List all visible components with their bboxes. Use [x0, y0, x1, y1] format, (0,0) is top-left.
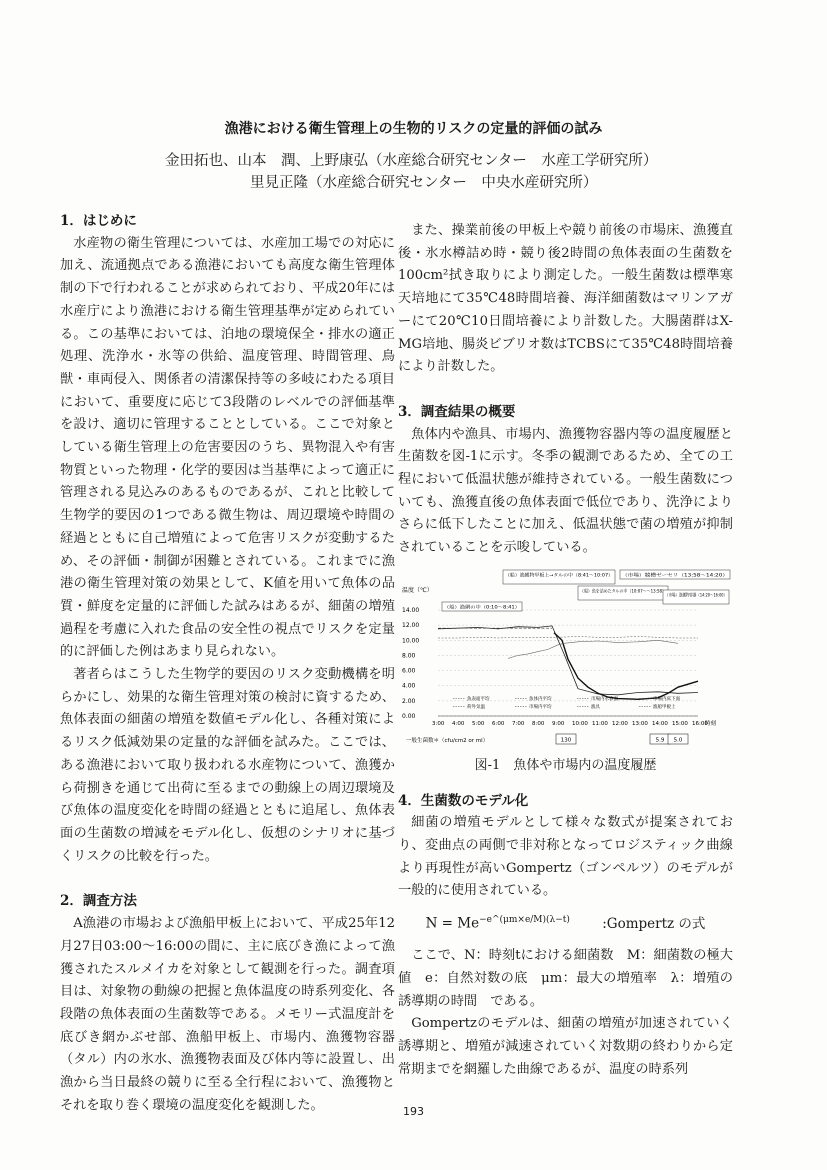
series-line	[554, 633, 698, 700]
y-tick-label: 6.00	[402, 667, 416, 675]
x-axis-unit: 時刻	[705, 720, 717, 727]
y-tick-label: 2.00	[402, 697, 416, 705]
y-tick-label: 0.00	[402, 712, 416, 720]
gompertz-equation	[398, 909, 733, 935]
callout-label: （船）魚を詰めたタルの中（10:07～～13:58）	[580, 589, 676, 595]
legend-entry: 漁具	[591, 704, 600, 710]
section-1-paragraph-1: 水産物の衛生管理については、水産加工場での対応に加え、流通拠点である漁港においても高度な衛生管理体制の下で行われることが求められており、平成20年には水産庁により漁港における衛生管理基準が定められている。この基準においては、泊地の環境保全・排水の適正処理、洗浄水・氷等の供給、温度管理、時間管理、鳥獣・車両侵入、関係者の清潔保持等の多岐にわたる項目において、重要度に応じて3段階のレベルでの評価基準を設け、適切に管理することとしている。ここで対象としている衛生管理上の危害要因のうち、異物混入や有害物質といった物理・化学的要因は当基準によって適正に管理される見込みのあるものであるが、これと比較して生物学的要因の1つである微生物は、周辺環境や時間の経過とともに自己増殖によって危害リスクが変動するため、その評価・制御が困難とされている。これまでに漁港の衛生管理対策の効果として、K値を用いて魚体の品質・鮮度を定量的に評価した試みはあるが、細菌の増殖過程を考慮に入れた食品の安全性の視点でリスクを定量的に評価した例はあまり見られない。	[60, 235, 395, 660]
section-2-paragraph-1: A漁港の市場および漁船甲板上において、平成25年12月27日03:00～16:00の間に、主に底びき漁によって漁獲されたスルメイカを対象として観測を行った。調査項目は、対象物の動線の把握と魚体温度の時系列変化、各段階の魚体表面の生菌数等である。メモリー式温度計を底びき網かぶせ部、漁船甲板上、市場内、漁獲物容器（タル）内の氷水、漁獲物表面及び体内等に設置し、出漁から当日最終の競りに至る全行程において、漁獲物とそれを取り巻く環境の温度変化を観測した。	[60, 916, 395, 1113]
x-tick-label: 10:00	[572, 720, 588, 727]
y-tick-label: 14.00	[402, 606, 420, 614]
figure-1	[398, 566, 743, 751]
callout-label: （市場）漁獲物容器（14:20～16:00）	[665, 593, 743, 599]
count-value: 130	[560, 737, 572, 744]
y-axis-label: 温度（℃）	[402, 586, 433, 594]
section-1-heading: 1．はじめに	[60, 213, 137, 229]
x-tick-label: 4:00	[452, 720, 465, 727]
series-line	[508, 640, 678, 658]
equation-lhs: N = Me	[425, 915, 480, 932]
counts-label: 一般生菌数＊（cfu/cm2 or ml）	[406, 737, 489, 744]
x-tick-label: 13:00	[632, 720, 648, 727]
x-tick-label: 11:00	[592, 720, 608, 727]
legend-entry: 市場内平均	[529, 704, 552, 710]
section-1-paragraph-2: 著者らはこうした生物学的要因のリスク変動機構を明らかにし、効果的な衛生管理対策の検討に資するため、魚体表面の細菌の増殖を数値モデル化し、各種対策によるリスク低減効果の定量的な評価を試みた。ここでは、ある漁港において取り扱われる水産物について、漁獲から荷捌きを通じて出荷に至るまでの動線上の周辺環境及び魚体の温度変化を時間の経過とともに追尾し、魚体表面の生菌数の増減をモデル化し、仮想のシナリオに基づくリスクの比較を行った。	[60, 667, 395, 864]
legend-entry: 魚表面平均	[467, 696, 490, 702]
section-3-heading: 3．調査結果の概要	[398, 403, 516, 420]
x-tick-label: 5:00	[472, 720, 485, 727]
legend-entry: 漁船甲板上	[653, 704, 676, 710]
legend-entry: 魚体内平均	[529, 696, 552, 702]
series-line	[438, 636, 698, 638]
y-tick-label: 4.00	[402, 682, 416, 690]
x-tick-label: 12:00	[612, 720, 628, 727]
x-tick-label: 14:00	[652, 720, 668, 727]
left-column	[60, 210, 395, 1117]
legend-entry: 市場内床下面	[653, 696, 680, 702]
section-4-paragraph-2: ここで、N：時刻tにおける細菌数 M：細菌数の極大値 e：自然対数の底 μm：最大の増殖率 λ：増殖の誘導期の時間 である。	[398, 948, 733, 1009]
author-list	[165, 150, 705, 194]
x-tick-label: 8:00	[532, 720, 545, 727]
author-line-2: 里見正隆（水産総合研究センター 中央水産研究所）	[250, 175, 598, 191]
callout-label: （船）漁獲物甲板上→タルの中（8:41～10:07）	[505, 573, 602, 579]
section-4-heading: 4．生菌数のモデル化	[398, 792, 529, 809]
paper-title: 漁港における衛生管理上の生物的リスクの定量的評価の試み	[224, 121, 603, 137]
callout-label: （船）漁網の中（0:10～8:41）	[444, 605, 508, 611]
section-2-heading: 2．調査方法	[60, 893, 137, 910]
section-3-paragraph-1: 魚体内や漁具、市場内、漁獲物容器内等の温度履歴と生菌数を図-1に示す。冬季の観測であるため、全ての工程において低温状態が維持されている。一般生菌数についても、漁獲直後の魚体表面で低位であり、洗浄によりさらに低下したことに加え、低温状態で菌の増殖が抑制されていることを示唆している。	[398, 426, 733, 556]
y-tick-label: 10.00	[402, 637, 420, 645]
x-tick-label: 7:00	[512, 720, 525, 727]
legend-entry: 市場内水表面	[591, 696, 618, 702]
x-tick-label: 3:00	[432, 720, 445, 727]
section-4-paragraph-1: 細菌の増殖モデルとして様々な数式が提案されており、変曲点の両側で非対称となってロジスティック曲線より再現性が高いGompertz（ゴンペルツ）のモデルが一般的に使用されている。	[398, 815, 733, 899]
y-tick-label: 8.00	[402, 652, 416, 660]
x-tick-label: 16:00	[692, 720, 708, 727]
equation-exponent: −e^(μm×e/M)(λ−t)	[479, 915, 570, 926]
temperature-chart	[398, 566, 743, 751]
legend-entry: 荷外気温	[467, 704, 485, 710]
page-number: 193	[403, 1105, 424, 1118]
author-line-1: 金田拓也、山本 潤、上野康弘（水産総合研究センター 水産工学研究所）	[165, 153, 658, 169]
count-value: 5.0	[673, 737, 683, 744]
y-tick-label: 12.00	[402, 621, 420, 629]
x-tick-label: 15:00	[672, 720, 688, 727]
figure-caption: 図-1 魚体や市場内の温度履歴	[474, 757, 657, 773]
x-tick-label: 6:00	[492, 720, 505, 727]
callout-label: （市場）競槽ゼーセリ（13:58～14:20）	[622, 573, 705, 579]
section-4-paragraph-3: Gompertzのモデルは、細菌の増殖が加速されていく誘導期と、増殖が減速されていく対数期の終わりから定常期までを網羅した曲線であるが、温度の時系列	[398, 1016, 733, 1077]
count-value: 5.9	[655, 737, 665, 744]
section-2-paragraph-2: また、操業前後の甲板上や競り前後の市場床、漁獲直後・氷水樽詰め時・競り後2時間の魚体表面の生菌数を100cm²拭き取りにより測定した。一般生菌数は標準寒天培地にて35℃48時間培養、海洋細菌数はマリンアガーにて20℃10日間培養により計数した。大腸菌群はX-MG培地、腸炎ビブリオ数はTCBSにて35℃48時間培養により計数した。	[398, 223, 733, 375]
x-tick-label: 9:00	[552, 720, 565, 727]
equation-name: :Gompertz の式	[602, 915, 706, 932]
right-column	[398, 220, 743, 1081]
